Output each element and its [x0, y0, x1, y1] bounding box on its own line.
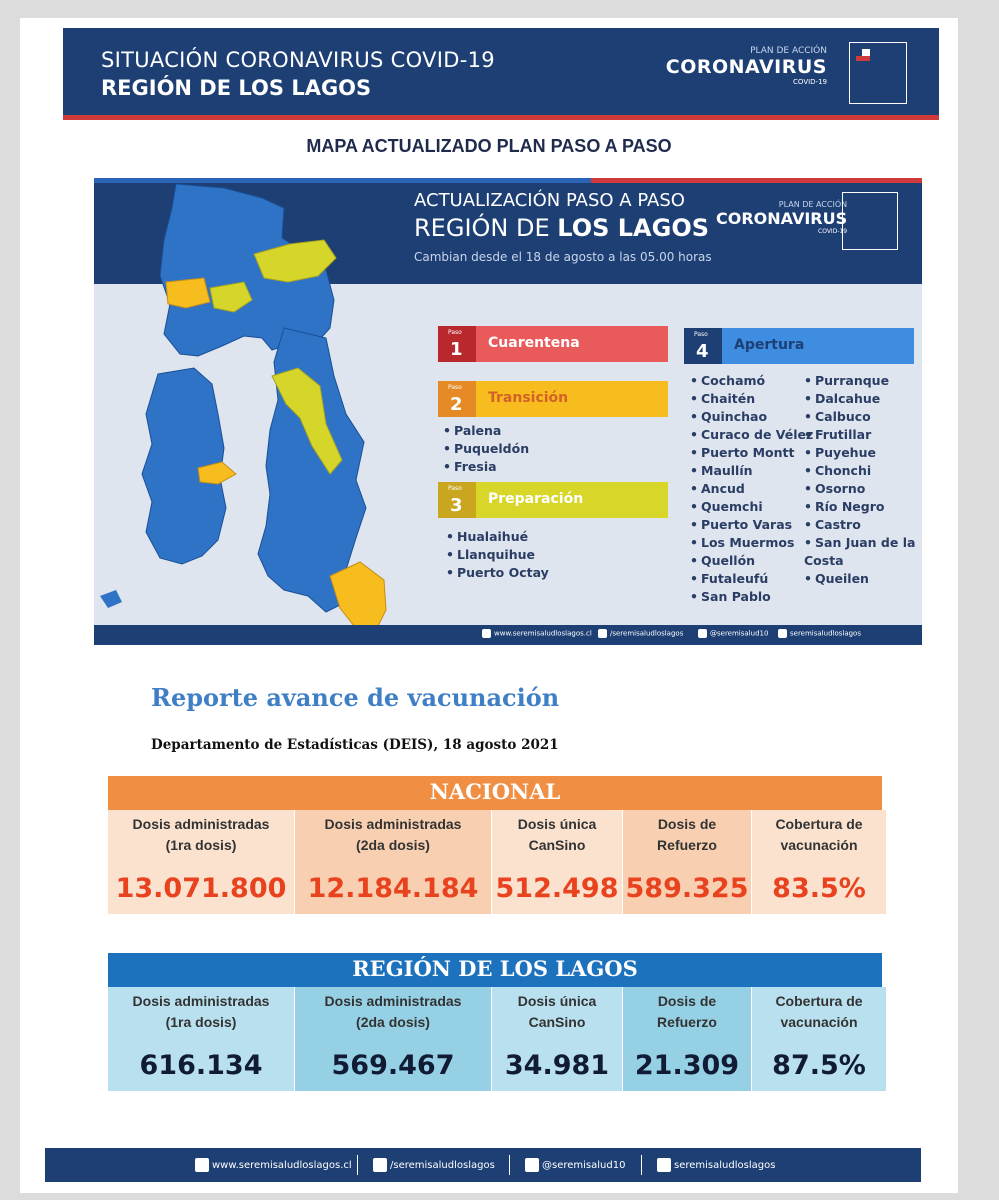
list-item: • Llanquihue [446, 546, 549, 564]
card-plan-big: CORONAVIRUS [716, 209, 848, 228]
cell-label [492, 814, 622, 856]
cell-label [623, 991, 751, 1033]
government-logo-icon [849, 42, 907, 104]
banner-title-line2: REGIÓN DE LOS LAGOS [101, 76, 372, 100]
instagram-icon [657, 1158, 671, 1172]
web-icon [482, 629, 491, 638]
paso-1-word: Paso [448, 329, 462, 336]
paso-4-label: Apertura [734, 337, 805, 353]
list-item: • Puerto Varas [690, 516, 813, 534]
list-item: • Quemchi [690, 498, 813, 516]
list-item: • Puqueldón [443, 440, 529, 458]
cell-label-line1: Dosis de [657, 816, 717, 832]
paso-2-label: Transición [488, 390, 569, 406]
footer-twitter[interactable] [525, 1158, 625, 1172]
list-item: • Dalcahue [804, 390, 922, 408]
list-item: • San Pablo [690, 588, 813, 606]
list-item: • Ancud [690, 480, 813, 498]
nacional-table-title: NACIONAL [108, 776, 882, 810]
cell-label [623, 814, 751, 856]
cell-label-line2: (2da dosis) [356, 1014, 430, 1030]
paso-3-number: 3 [450, 495, 463, 516]
paso-2-number-badge [438, 381, 476, 417]
card-heading1: ACTUALIZACIÓN PASO A PASO [414, 190, 685, 211]
list-item: • Maullín [690, 462, 813, 480]
cell-label-line1: Cobertura de [775, 993, 863, 1009]
cell-value: 21.309 [634, 1050, 740, 1081]
document-page [20, 18, 958, 1193]
footer-divider [509, 1155, 510, 1175]
cell-value: 34.981 [504, 1050, 610, 1081]
cell-value: 87.5% [772, 1050, 866, 1081]
list-item: • Queilen [804, 570, 922, 588]
nacional-cell [623, 810, 751, 914]
cell-value: 12.184.184 [307, 873, 479, 904]
list-item: • Chonchi [804, 462, 922, 480]
cell-value: 589.325 [625, 873, 749, 904]
footer-divider [641, 1155, 642, 1175]
region-cell [623, 987, 751, 1091]
nacional-cell [108, 810, 294, 914]
facebook-icon [598, 629, 607, 638]
card-heading2-b: LOS LAGOS [557, 214, 709, 242]
cell-label [108, 991, 294, 1033]
region-table [108, 953, 882, 1091]
card-footer-instagram-text: seremisaludloslagos [790, 629, 861, 638]
list-item: • Puerto Montt [690, 444, 813, 462]
cell-label [295, 991, 491, 1033]
paso-a-paso-card [94, 178, 922, 645]
paso-3-box [438, 482, 668, 518]
paso-2-box [438, 381, 668, 417]
cell-label-line1: Dosis de [657, 993, 717, 1009]
cell-label [295, 814, 491, 856]
cell-value: 512.498 [495, 873, 619, 904]
cell-value: 616.134 [139, 1050, 263, 1081]
plan-accion-logo [666, 46, 827, 86]
list-item: • Calbuco [804, 408, 922, 426]
card-footer-facebook [598, 629, 683, 638]
card-footer-instagram [778, 629, 861, 638]
web-icon [195, 1158, 209, 1172]
report-title: Reporte avance de vacunación [151, 683, 560, 712]
card-government-logo-icon [842, 192, 898, 250]
cell-value: 13.071.800 [115, 873, 287, 904]
cell-label-line2: (1ra dosis) [165, 1014, 237, 1030]
instagram-icon [778, 629, 787, 638]
cell-label-line1: Dosis única [517, 993, 597, 1009]
plan-big-text: CORONAVIRUS [665, 56, 827, 78]
cell-value: 569.467 [331, 1050, 455, 1081]
paso-1-number-badge [438, 326, 476, 362]
card-plan-tiny: COVID-19 [818, 228, 848, 235]
footer-divider [357, 1155, 358, 1175]
cell-label-line2: CanSino [528, 1014, 586, 1030]
footer-facebook-text: /seremisaludloslagos [390, 1160, 495, 1171]
banner-title-line1: SITUACIÓN CORONAVIRUS COVID-19 [101, 48, 495, 72]
plan-small-text: PLAN DE ACCIÓN [750, 46, 827, 56]
paso-1-label: Cuarentena [488, 335, 580, 351]
paso-3-word: Paso [448, 485, 462, 492]
cell-label-line2: vacunación [780, 1014, 858, 1030]
list-item: • Puyehue [804, 444, 922, 462]
footer-instagram[interactable] [657, 1158, 775, 1172]
cell-label-line1: Dosis administradas [324, 816, 462, 832]
list-item: • Los Muermos [690, 534, 813, 552]
nacional-table [108, 776, 882, 914]
paso-4-number-badge [684, 328, 722, 364]
region-table-title: REGIÓN DE LOS LAGOS [108, 953, 882, 987]
cell-label-line1: Cobertura de [775, 816, 863, 832]
paso-2-number: 2 [450, 394, 463, 415]
cell-label-line1: Dosis única [517, 816, 597, 832]
list-item: • Futaleufú [690, 570, 813, 588]
map-commune-shapes [100, 184, 386, 634]
preparacion-list [446, 528, 549, 582]
paso-4-word: Paso [694, 331, 708, 338]
apertura-list-col1 [690, 372, 813, 606]
list-item: • Puerto Octay [446, 564, 549, 582]
card-plan-logo [716, 200, 847, 235]
cell-label-line2: vacunación [780, 837, 858, 853]
card-plan-small: PLAN DE ACCIÓN [778, 200, 848, 209]
card-footer-web [482, 629, 592, 638]
report-subtitle: Departamento de Estadísticas (DEIS), 18 agosto 2021 [151, 737, 559, 753]
paso-3-label: Preparación [488, 491, 584, 507]
banner-stripe [63, 115, 939, 120]
page-footer [45, 1148, 921, 1182]
list-item: • Purranque [804, 372, 922, 390]
region-cell [295, 987, 491, 1091]
card-footer-web-text: www.seremisaludloslagos.cl [494, 629, 592, 638]
nacional-cell [492, 810, 622, 914]
paso-3-number-badge [438, 482, 476, 518]
card-heading2-a: REGIÓN DE [414, 214, 558, 242]
list-item: • Curaco de Vélez [690, 426, 813, 444]
list-item: • Cochamó [690, 372, 813, 390]
paso-1-number: 1 [450, 339, 463, 360]
cell-label-line1: Dosis administradas [132, 816, 270, 832]
list-item: • Palena [443, 422, 529, 440]
facebook-icon [373, 1158, 387, 1172]
card-footer-facebook-text: /seremisaludloslagos [610, 629, 684, 638]
list-item: • Osorno [804, 480, 922, 498]
region-map-illustration [94, 178, 424, 645]
list-item: • San Juan de la Costa [804, 534, 922, 570]
cell-label [108, 814, 294, 856]
header-banner [63, 28, 939, 120]
chile-flag-icon [856, 49, 870, 61]
cell-label-line2: CanSino [528, 837, 586, 853]
cell-label [752, 991, 886, 1033]
cell-label-line2: (2da dosis) [356, 837, 430, 853]
list-item: • Chaitén [690, 390, 813, 408]
apertura-list-col2 [804, 372, 922, 588]
cell-label-line2: Refuerzo [657, 1014, 717, 1030]
footer-web-text: www.seremisaludloslagos.cl [212, 1160, 352, 1171]
paso-2-word: Paso [448, 384, 462, 391]
cell-label-line1: Dosis administradas [324, 993, 462, 1009]
list-item: • Hualaihué [446, 528, 549, 546]
cell-label [492, 991, 622, 1033]
footer-web[interactable] [195, 1158, 352, 1172]
map-region-palena [330, 562, 386, 634]
footer-facebook[interactable] [373, 1158, 495, 1172]
transicion-list [443, 422, 529, 476]
plan-tiny-text: COVID-19 [793, 78, 827, 86]
nacional-cell [295, 810, 491, 914]
twitter-icon [698, 629, 707, 638]
map-section-title: MAPA ACTUALIZADO PLAN PASO A PASO [306, 136, 672, 156]
cell-label-line2: Refuerzo [657, 837, 717, 853]
paso-4-box [684, 328, 914, 364]
footer-instagram-text: seremisaludloslagos [674, 1160, 776, 1171]
list-item: • Frutillar [804, 426, 922, 444]
cell-value: 83.5% [772, 873, 866, 904]
list-item: • Quellón [690, 552, 813, 570]
region-cell [752, 987, 886, 1091]
list-item: • Río Negro [804, 498, 922, 516]
cell-label-line2: (1ra dosis) [165, 837, 237, 853]
card-heading3: Cambian desde el 18 de agosto a las 05.00 horas [414, 250, 712, 264]
list-item: • Fresia [443, 458, 529, 476]
card-footer-twitter-text: @seremisalud10 [710, 629, 769, 638]
card-heading2 [414, 214, 709, 242]
footer-twitter-text: @seremisalud10 [542, 1160, 626, 1171]
cell-label-line1: Dosis administradas [132, 993, 270, 1009]
paso-4-number: 4 [696, 341, 709, 362]
paso-1-box [438, 326, 668, 362]
map-region-fresia [166, 278, 210, 308]
map-islet [100, 590, 122, 608]
card-footer-twitter [698, 629, 768, 638]
region-cell [108, 987, 294, 1091]
card-footer [94, 625, 922, 645]
list-item: • Castro [804, 516, 922, 534]
region-cell [492, 987, 622, 1091]
nacional-cell [752, 810, 886, 914]
cell-label [752, 814, 886, 856]
list-item: • Quinchao [690, 408, 813, 426]
twitter-icon [525, 1158, 539, 1172]
